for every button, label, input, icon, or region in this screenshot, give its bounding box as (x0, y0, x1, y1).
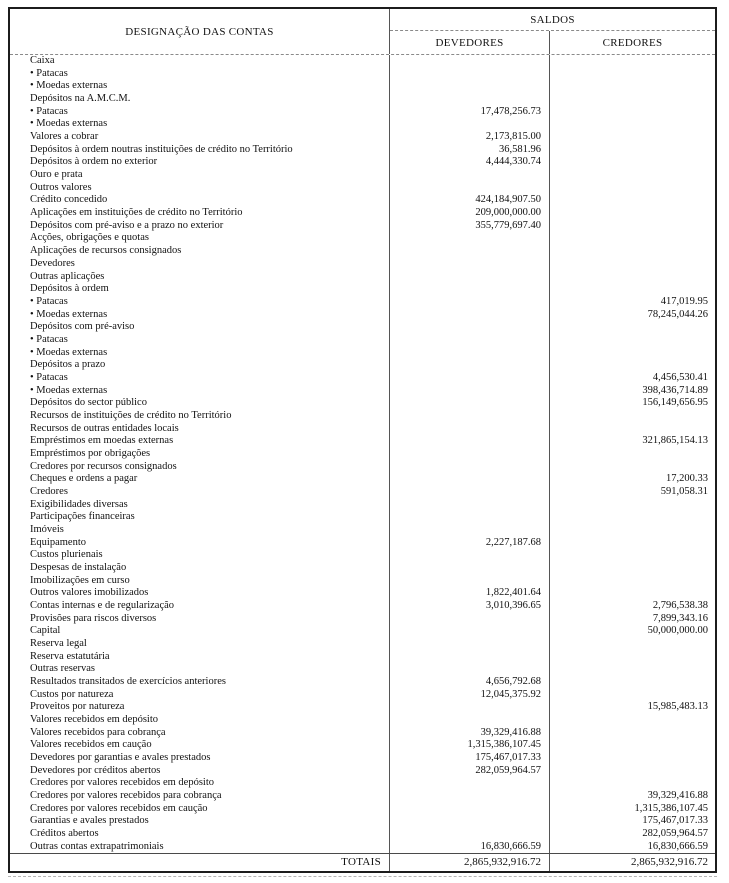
devedores-value-cell (390, 575, 550, 588)
table-row (10, 182, 715, 195)
devedores-value-cell (390, 815, 550, 828)
table-row (10, 727, 715, 740)
devedores-value-cell: 4,444,330.74 (390, 156, 550, 169)
credores-value-cell (550, 676, 715, 689)
credores-value-cell: 50,000,000.00 (647, 625, 708, 637)
credores-value-cell (550, 207, 715, 220)
table-row (10, 169, 715, 182)
table-row (10, 283, 715, 296)
devedores-value-cell (390, 486, 550, 499)
account-label-cell: Participações financeiras (10, 511, 390, 524)
account-label-cell: Recursos de outras entidades locais (10, 422, 390, 435)
account-label-cell: Depósitos a prazo (10, 359, 390, 372)
devedores-value-cell (390, 562, 550, 575)
account-label-cell: Exigibilidades diversas (10, 499, 390, 512)
devedores-value-cell (390, 511, 550, 524)
account-label-cell: Depósitos à ordem (10, 283, 390, 296)
devedores-value-cell (390, 384, 550, 397)
credores-value-cell (550, 258, 715, 271)
account-label-cell: Empréstimos em moedas externas (10, 435, 390, 448)
devedores-value-cell (390, 549, 550, 562)
credores-value-cell (550, 334, 715, 347)
account-label-cell: Crédito concedido (10, 194, 390, 207)
account-label-cell: Depósitos com pré-aviso (10, 321, 390, 334)
account-label-cell: Despesas de instalação (10, 562, 390, 575)
account-label-cell: Valores recebidos para cobrança (10, 727, 390, 740)
credores-value-cell (550, 549, 715, 562)
table-row (10, 638, 715, 651)
account-label-cell: • Moedas externas (10, 80, 390, 93)
account-label-cell: Reserva legal (10, 638, 390, 651)
table-row (10, 144, 715, 157)
account-label-cell: Provisões para riscos diversos (10, 613, 390, 626)
credores-value-cell (550, 194, 715, 207)
credores-value-cell: 156,149,656.95 (642, 397, 708, 409)
devedores-value-cell (390, 346, 550, 359)
credores-value-cell (550, 182, 715, 195)
credores-value-cell (550, 118, 715, 131)
devedores-value-cell (390, 828, 550, 841)
credores-column-header: CREDORES (602, 36, 663, 49)
devedores-value-cell: 16,830,666.59 (390, 841, 550, 854)
table-row (10, 321, 715, 334)
table-header (10, 9, 715, 55)
saldos-header: SALDOS (390, 9, 715, 31)
table-row (10, 55, 715, 68)
account-label-cell: Valores a cobrar (10, 131, 390, 144)
table-row (10, 486, 715, 499)
devedores-value-cell: 1,822,401.64 (390, 587, 550, 600)
table-row (10, 549, 715, 562)
account-label-cell: • Patacas (10, 68, 390, 81)
account-label-cell: • Moedas externas (10, 308, 390, 321)
account-label-cell: Equipamento (10, 537, 390, 550)
credores-value-cell (550, 68, 715, 81)
account-label-cell: Devedores (10, 258, 390, 271)
table-row (10, 625, 715, 638)
credores-value-cell: 78,245,044.26 (647, 308, 708, 320)
table-row (10, 689, 715, 702)
saldos-subheaders (390, 31, 715, 54)
account-label-cell: Outras reservas (10, 663, 390, 676)
credores-value-cell (550, 283, 715, 296)
table-row (10, 220, 715, 233)
table-row (10, 93, 715, 106)
credores-value-cell: 16,830,666.59 (647, 840, 708, 852)
credores-value-cell (550, 638, 715, 651)
account-label-cell: Imobilizações em curso (10, 575, 390, 588)
totals-label: TOTAIS (10, 854, 390, 871)
account-label-cell: Depósitos à ordem no exterior (10, 156, 390, 169)
account-label-cell: Reserva estatutária (10, 651, 390, 664)
devedores-value-cell (390, 372, 550, 385)
devedores-value-cell (390, 410, 550, 423)
devedores-value-cell (390, 321, 550, 334)
devedores-value-cell (390, 701, 550, 714)
account-label-cell: Proveitos por natureza (10, 701, 390, 714)
account-label-cell: • Patacas (10, 372, 390, 385)
devedores-value-cell: 355,779,697.40 (390, 220, 550, 233)
devedores-value-cell (390, 232, 550, 245)
credores-value-cell (550, 270, 715, 283)
table-row (10, 562, 715, 575)
devedores-value-cell: 36,581.96 (390, 144, 550, 157)
table-row (10, 410, 715, 423)
credores-value-cell (550, 346, 715, 359)
credores-value-cell (550, 232, 715, 245)
devedores-value-cell (390, 448, 550, 461)
devedores-value-cell (390, 651, 550, 664)
devedores-value-cell (390, 245, 550, 258)
credores-value-cell: 7,899,343.16 (652, 612, 708, 624)
table-row (10, 499, 715, 512)
table-row (10, 131, 715, 144)
devedores-value-cell: 39,329,416.88 (390, 727, 550, 740)
account-label-cell: • Patacas (10, 334, 390, 347)
credores-value-cell: 282,059,964.57 (642, 828, 708, 840)
credores-value-cell (550, 562, 715, 575)
table-row (10, 461, 715, 474)
table-row (10, 473, 715, 486)
credores-value-cell (550, 739, 715, 752)
table-row (10, 587, 715, 600)
devedores-value-cell (390, 308, 550, 321)
table-row (10, 714, 715, 727)
devedores-value-cell (390, 68, 550, 81)
account-label-cell: Credores por valores recebidos em depósito (10, 777, 390, 790)
credores-value-cell (550, 321, 715, 334)
devedores-value-cell (390, 613, 550, 626)
table-row (10, 828, 715, 841)
credores-value-cell (550, 144, 715, 157)
account-label-cell: • Moedas externas (10, 346, 390, 359)
table-row (10, 815, 715, 828)
account-label-cell: Acções, obrigações e quotas (10, 232, 390, 245)
credores-value-cell (550, 93, 715, 106)
accounts-table (8, 7, 717, 873)
table-row (10, 676, 715, 689)
table-row (10, 346, 715, 359)
table-row (10, 524, 715, 537)
account-label-cell: Aplicações de recursos consignados (10, 245, 390, 258)
account-label-cell: Custos plurienais (10, 549, 390, 562)
devedores-value-cell (390, 334, 550, 347)
credores-value-cell: 175,467,017.33 (642, 815, 708, 827)
devedores-value-cell (390, 714, 550, 727)
credores-value-cell (550, 663, 715, 676)
devedores-value-cell: 4,656,792.68 (390, 676, 550, 689)
credores-value-cell (550, 106, 715, 119)
account-label-cell: • Patacas (10, 296, 390, 309)
totals-credores-value: 2,865,932,916.72 (631, 856, 708, 868)
table-body (10, 55, 715, 853)
credores-value-cell (550, 511, 715, 524)
account-label-cell: Resultados transitados de exercícios anteriores (10, 676, 390, 689)
credores-value-cell (550, 422, 715, 435)
devedores-value-cell (390, 118, 550, 131)
table-row (10, 308, 715, 321)
credores-value-cell: 417,019.95 (660, 295, 708, 307)
account-label-cell: Contas internas e de regularização (10, 600, 390, 613)
credores-value-cell (550, 727, 715, 740)
account-label-cell: Imóveis (10, 524, 390, 537)
devedores-value-cell (390, 524, 550, 537)
credores-value-cell (550, 752, 715, 765)
table-row (10, 435, 715, 448)
table-row (10, 841, 715, 854)
table-row (10, 613, 715, 626)
credores-value-cell (550, 524, 715, 537)
credores-value-cell (550, 220, 715, 233)
devedores-value-cell (390, 663, 550, 676)
table-row (10, 296, 715, 309)
table-row (10, 575, 715, 588)
table-row (10, 448, 715, 461)
table-row (10, 384, 715, 397)
credores-value-cell (550, 156, 715, 169)
credores-value-cell (550, 651, 715, 664)
totals-row (10, 853, 715, 871)
credores-value-cell (550, 359, 715, 372)
devedores-value-cell (390, 359, 550, 372)
account-label-cell: Cheques e ordens a pagar (10, 473, 390, 486)
devedores-value-cell (390, 625, 550, 638)
devedores-value-cell (390, 803, 550, 816)
table-row (10, 156, 715, 169)
account-label-cell: Aplicações em instituições de crédito no Território (10, 207, 390, 220)
account-label-cell: Caixa (10, 55, 390, 68)
table-row (10, 537, 715, 550)
table-row (10, 106, 715, 119)
credores-value-cell: 15,985,483.13 (647, 701, 708, 713)
credores-value-cell (550, 80, 715, 93)
credores-value-cell (550, 587, 715, 600)
devedores-value-cell: 1,315,386,107.45 (390, 739, 550, 752)
designacao-das-contas-header: DESIGNAÇÃO DAS CONTAS (10, 9, 390, 54)
account-label-cell: Recursos de instituições de crédito no Território (10, 410, 390, 423)
credores-value-cell: 398,436,714.89 (642, 384, 708, 396)
devedores-value-cell (390, 499, 550, 512)
account-label-cell: Garantias e avales prestados (10, 815, 390, 828)
credores-value-cell (550, 499, 715, 512)
table-row (10, 777, 715, 790)
account-label-cell: Custos por natureza (10, 689, 390, 702)
account-label-cell: Depósitos do sector público (10, 397, 390, 410)
saldos-header-group (390, 9, 715, 54)
table-row (10, 207, 715, 220)
credores-value-cell: 591,058.31 (660, 485, 708, 497)
devedores-value-cell (390, 93, 550, 106)
account-label-cell: Valores recebidos em caução (10, 739, 390, 752)
credores-value-cell (550, 765, 715, 778)
devedores-value-cell (390, 435, 550, 448)
devedores-value-cell (390, 790, 550, 803)
account-label-cell: Valores recebidos em depósito (10, 714, 390, 727)
table-row (10, 752, 715, 765)
devedores-value-cell (390, 296, 550, 309)
account-label-cell: Capital (10, 625, 390, 638)
devedores-value-cell (390, 283, 550, 296)
credores-value-cell: 321,865,154.13 (642, 435, 708, 447)
table-row (10, 663, 715, 676)
devedores-value-cell: 17,478,256.73 (390, 106, 550, 119)
devedores-value-cell (390, 182, 550, 195)
table-row (10, 511, 715, 524)
table-row (10, 194, 715, 207)
devedores-value-cell (390, 461, 550, 474)
credores-value-cell (550, 55, 715, 68)
account-label-cell: • Moedas externas (10, 118, 390, 131)
table-row (10, 651, 715, 664)
table-row (10, 334, 715, 347)
devedores-value-cell: 282,059,964.57 (390, 765, 550, 778)
devedores-value-cell: 209,000,000.00 (390, 207, 550, 220)
devedores-value-cell (390, 638, 550, 651)
table-row (10, 600, 715, 613)
devedores-value-cell (390, 270, 550, 283)
devedores-value-cell: 2,173,815.00 (390, 131, 550, 144)
devedores-value-cell (390, 777, 550, 790)
account-label-cell: Credores por valores recebidos para cobrança (10, 790, 390, 803)
account-label-cell: Outras contas extrapatrimoniais (10, 841, 390, 854)
account-label-cell: Ouro e prata (10, 169, 390, 182)
table-row (10, 68, 715, 81)
devedores-value-cell: 2,227,187.68 (390, 537, 550, 550)
credores-value-cell (550, 245, 715, 258)
table-row (10, 245, 715, 258)
account-label-cell: Depósitos à ordem noutras instituições de crédito no Território (10, 144, 390, 157)
devedores-value-cell (390, 258, 550, 271)
devedores-value-cell (390, 80, 550, 93)
totals-devedores-value: 2,865,932,916.72 (390, 854, 550, 871)
credores-value-cell (550, 131, 715, 144)
table-row (10, 397, 715, 410)
account-label-cell: Créditos abertos (10, 828, 390, 841)
table-row (10, 790, 715, 803)
table-row (10, 118, 715, 131)
credores-value-cell: 1,315,386,107.45 (634, 802, 708, 814)
table-row (10, 701, 715, 714)
table-row (10, 739, 715, 752)
account-label-cell: Depósitos com pré-aviso e a prazo no exterior (10, 220, 390, 233)
credores-value-cell (550, 777, 715, 790)
devedores-value-cell (390, 397, 550, 410)
table-row (10, 232, 715, 245)
devedores-column-header: DEVEDORES (390, 31, 550, 54)
devedores-value-cell: 424,184,907.50 (390, 194, 550, 207)
devedores-value-cell: 175,467,017.33 (390, 752, 550, 765)
credores-value-cell: 17,200.33 (666, 473, 708, 485)
credores-value-cell: 2,796,538.38 (652, 599, 708, 611)
account-label-cell: • Patacas (10, 106, 390, 119)
table-row (10, 765, 715, 778)
account-label-cell: Credores por valores recebidos em caução (10, 803, 390, 816)
table-row (10, 80, 715, 93)
credores-value-cell: 39,329,416.88 (647, 790, 708, 802)
account-label-cell: Depósitos na A.M.C.M. (10, 93, 390, 106)
table-row (10, 803, 715, 816)
table-row (10, 372, 715, 385)
devedores-value-cell: 3,010,396.65 (390, 600, 550, 613)
credores-value-cell: 4,456,530.41 (652, 371, 708, 383)
credores-value-cell (550, 448, 715, 461)
table-row (10, 359, 715, 372)
credores-value-cell (550, 169, 715, 182)
credores-value-cell (550, 537, 715, 550)
table-row (10, 422, 715, 435)
credores-value-cell (550, 575, 715, 588)
account-label-cell: Outras aplicações (10, 270, 390, 283)
account-label-cell: Devedores por créditos abertos (10, 765, 390, 778)
credores-value-cell (550, 689, 715, 702)
devedores-value-cell: 12,045,375.92 (390, 689, 550, 702)
credores-value-cell (550, 461, 715, 474)
table-row (10, 270, 715, 283)
account-label-cell: Outros valores imobilizados (10, 587, 390, 600)
credores-value-cell (550, 714, 715, 727)
devedores-value-cell (390, 473, 550, 486)
credores-value-cell (550, 410, 715, 423)
account-label-cell: Devedores por garantias e avales prestados (10, 752, 390, 765)
account-label-cell: Credores (10, 486, 390, 499)
account-label-cell: • Moedas externas (10, 384, 390, 397)
table-row (10, 258, 715, 271)
devedores-value-cell (390, 55, 550, 68)
devedores-value-cell (390, 169, 550, 182)
account-label-cell: Credores por recursos consignados (10, 461, 390, 474)
account-label-cell: Outros valores (10, 182, 390, 195)
devedores-value-cell (390, 422, 550, 435)
account-label-cell: Empréstimos por obrigações (10, 448, 390, 461)
